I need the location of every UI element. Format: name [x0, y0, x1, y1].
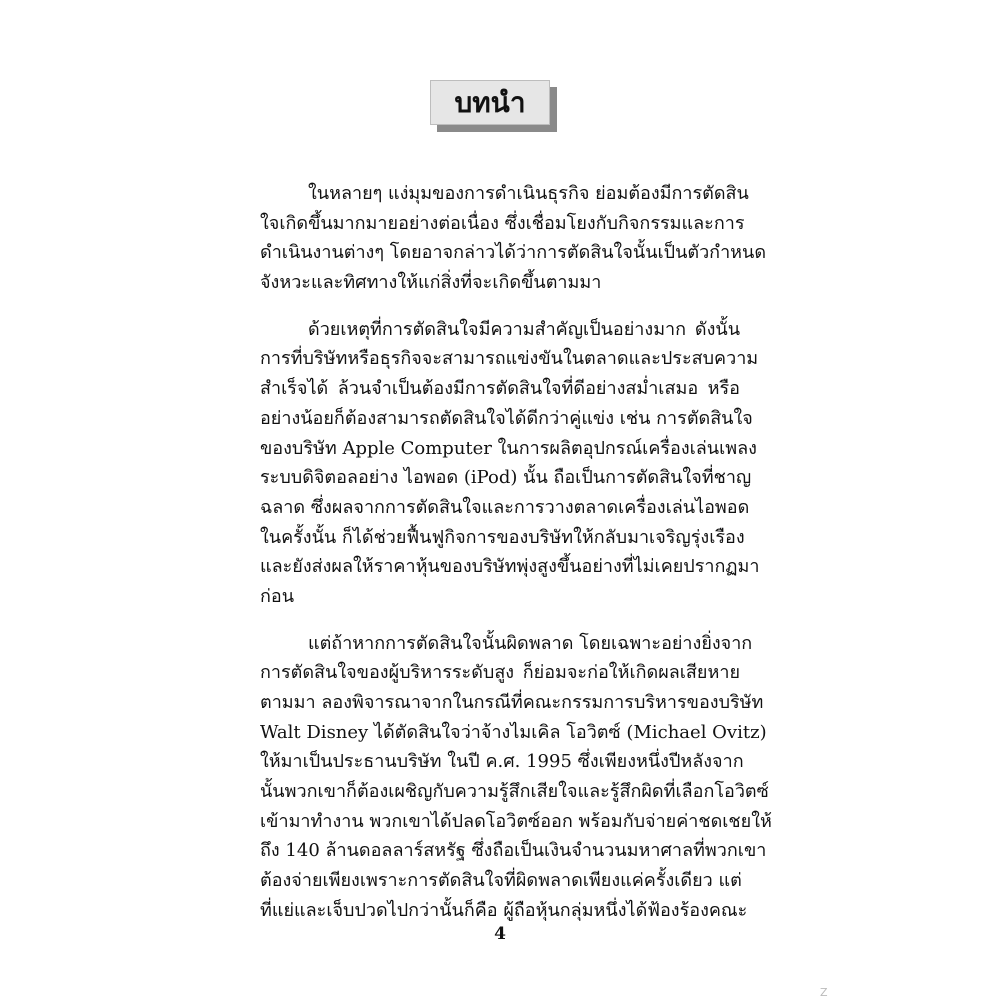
chapter-title: บทนำ — [430, 80, 550, 125]
text-line: การที่บริษัทหรือธุรกิจจะสามารถแข่งขันในตลาดและประสบความ — [260, 348, 759, 370]
text-line: ด้วยเหตุที่การตัดสินใจมีความสำคัญเป็นอย่างมาก ดังนั้น — [308, 318, 740, 340]
text-line: ในหลายๆ แง่มุมของการดำเนินธุรกิจ ย่อมต้องมีการตัดสิน — [308, 183, 749, 204]
text-line: นั้นพวกเขาก็ต้องเผชิญกับความรู้สึกเสียใจและรู้สึกผิดที่เลือกโอวิตซ์ — [260, 781, 769, 803]
page-number: 4 — [494, 924, 506, 944]
text-line: สำเร็จได้ ล้วนจำเป็นต้องมีการตัดสินใจที่ดีอย่างสม่ำเสมอ หรือ — [260, 378, 740, 400]
text-line: ถึง 140 ล้านดอลลาร์สหรัฐ ซึ่งถือเป็นเงินจำนวนมหาศาลที่พวกเขา — [260, 840, 767, 862]
text-line: ในครั้งนั้น ก็ได้ช่วยฟื้นฟูกิจการของบริษัทให้กลับมาเจริญรุ่งเรือง — [260, 526, 745, 548]
text-line: ก่อน — [260, 585, 295, 607]
text-line: เข้ามาทำงาน พวกเขาได้ปลดโอวิตซ์ออก พร้อมกับจ่ายค่าชดเชยให้ — [260, 810, 772, 832]
text-line: ให้มาเป็นประธานบริษัท ในปี ค.ศ. 1995 ซึ่งเพียงหนึ่งปีหลังจาก — [260, 751, 744, 773]
corner-mark: Z — [820, 986, 828, 999]
text-line: ดำเนินงานต่างๆ โดยอาจกล่าวได้ว่าการตัดสินใจนั้นเป็นตัวกำหนด — [260, 242, 767, 264]
text-line: อย่างน้อยก็ต้องสามารถตัดสินใจได้ดีกว่าคู่แข่ง เช่น การตัดสินใจ — [260, 407, 753, 429]
text-line: ฉลาด ซึ่งผลจากการตัดสินใจและการวางตลาดเครื่องเล่นไอพอด — [260, 496, 750, 518]
text-line: ต้องจ่ายเพียงเพราะการตัดสินใจที่ผิดพลาดเพียงแค่ครั้งเดียว แต่ — [260, 870, 742, 892]
paragraph-3 — [260, 629, 772, 926]
text-line: จังหวะและทิศทางให้แก่สิ่งที่จะเกิดขึ้นตามมา — [260, 272, 602, 294]
body-text — [260, 179, 772, 926]
text-line: ใจเกิดขึ้นมากมายอย่างต่อเนื่อง ซึ่งเชื่อมโยงกับกิจกรรมและการ — [260, 212, 745, 234]
text-line: Walt Disney ได้ตัดสินใจว่าจ้างไมเคิล โอวิตซ์ (Michael Ovitz) — [260, 721, 767, 743]
paragraph-1 — [260, 179, 767, 298]
text-line: ที่แย่และเจ็บปวดไปกว่านั้นก็คือ ผู้ถือหุ้นกลุ่มหนึ่งได้ฟ้องร้องคณะ — [260, 899, 748, 921]
text-line: แต่ถ้าหากการตัดสินใจนั้นผิดพลาด โดยเฉพาะอย่างยิ่งจาก — [308, 632, 753, 654]
text-line: ตามมา ลองพิจารณาจากในกรณีที่คณะกรรมการบริหารของบริษัท — [260, 692, 764, 713]
text-line: ของบริษัท Apple Computer ในการผลิตอุปกรณ์เครื่องเล่นเพลง — [260, 437, 757, 459]
text-line: การตัดสินใจของผู้บริหารระดับสูง ก็ย่อมจะก่อให้เกิดผลเสียหาย — [260, 662, 740, 684]
paragraph-2 — [260, 315, 760, 612]
text-line: และยังส่งผลให้ราคาหุ้นของบริษัทพุ่งสูงขึ้นอย่างที่ไม่เคยปรากฏมา — [260, 556, 760, 578]
text-line: ระบบดิจิตอลอย่าง ไอพอด (iPod) นั้น ถือเป็นการตัดสินใจที่ชาญ — [260, 467, 752, 489]
chapter-title-box — [430, 80, 557, 132]
